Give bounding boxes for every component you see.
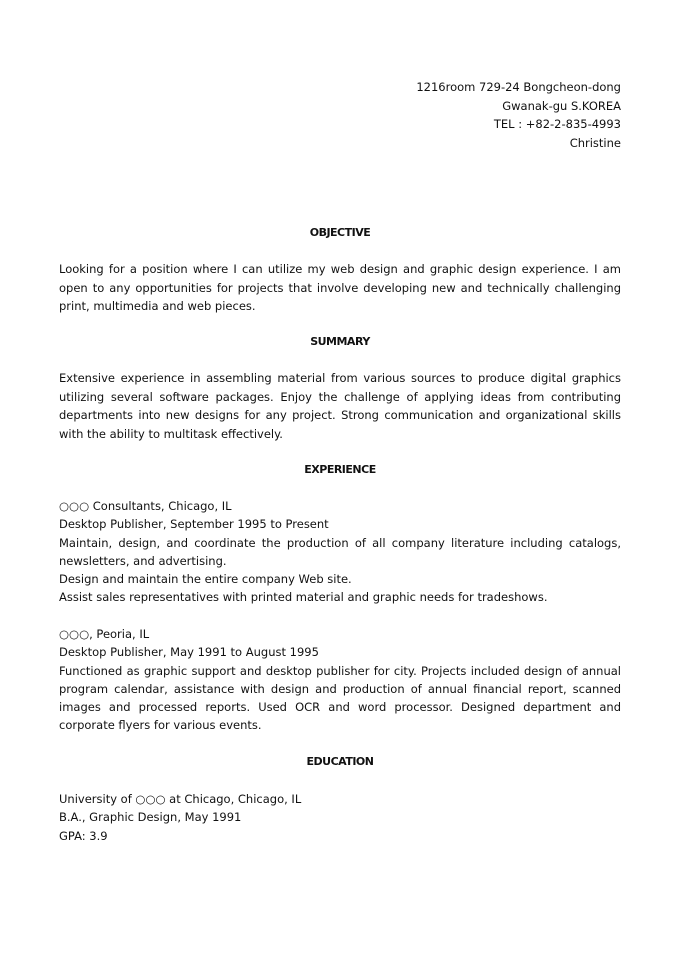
experience-section xyxy=(59,461,621,479)
job-1-duty-2: Design and maintain the entire company Web site. xyxy=(59,572,352,587)
job-2-description: Functioned as graphic support and desktop publisher for city. Projects included design of annual program calendar, assistance with design and production of annual financial report, scanned images and processed reports. Used OCR and word processor. Designed department and corporate flyers for various events. xyxy=(59,663,621,733)
objective-body-wrap xyxy=(59,260,621,316)
objective-section xyxy=(59,224,621,242)
education-details xyxy=(59,790,621,845)
summary-body-wrap xyxy=(59,369,621,443)
education-degree: B.A., Graphic Design, May 1991 xyxy=(59,810,242,825)
address-line-1: 1216room 729-24 Bongcheon-dong xyxy=(416,80,621,94)
summary-text: Extensive experience in assembling material from various sources to produce digital graphics utilizing several software packages. Enjoy the challenge of applying ideas from contributing departments into new designs for any project. Strong communication and organizational skills with the ability to multitask effectively. xyxy=(59,371,621,441)
objective-text: Looking for a position where I can utilize my web design and graphic design experience. I am open to any opportunities for projects that involve developing new and technically challenging print, multimedia and web pieces. xyxy=(59,262,621,313)
job-1-title: Desktop Publisher, September 1995 to Present xyxy=(59,517,329,532)
education-school: University of ○○○ at Chicago, Chicago, IL xyxy=(59,792,302,806)
summary-section xyxy=(59,333,621,351)
experience-heading: EXPERIENCE xyxy=(304,463,376,476)
phone-line: TEL : +82-2-835-4993 xyxy=(493,117,621,131)
education-heading: EDUCATION xyxy=(306,755,374,768)
job-2-title: Desktop Publisher, May 1991 to August 1995 xyxy=(59,645,319,660)
applicant-name: Christine xyxy=(569,135,621,150)
job-2-company: ○○○, Peoria, IL xyxy=(59,627,150,641)
job-1 xyxy=(59,497,621,607)
summary-heading: SUMMARY xyxy=(310,335,370,348)
job-1-company: ○○○ Consultants, Chicago, IL xyxy=(59,499,232,513)
job-2 xyxy=(59,625,621,735)
objective-heading: OBJECTIVE xyxy=(309,226,371,239)
contact-block xyxy=(416,78,621,152)
job-1-duty-3: Assist sales representatives with printed material and graphic needs for tradeshows. xyxy=(59,590,548,605)
job-1-duty-1: Maintain, design, and coordinate the production of all company literature including catalogs, newsletters, and advertising. xyxy=(59,535,621,568)
education-gpa: GPA: 3.9 xyxy=(59,828,108,843)
education-section xyxy=(59,753,621,771)
address-line-2: Gwanak-gu S.KOREA xyxy=(502,98,621,113)
